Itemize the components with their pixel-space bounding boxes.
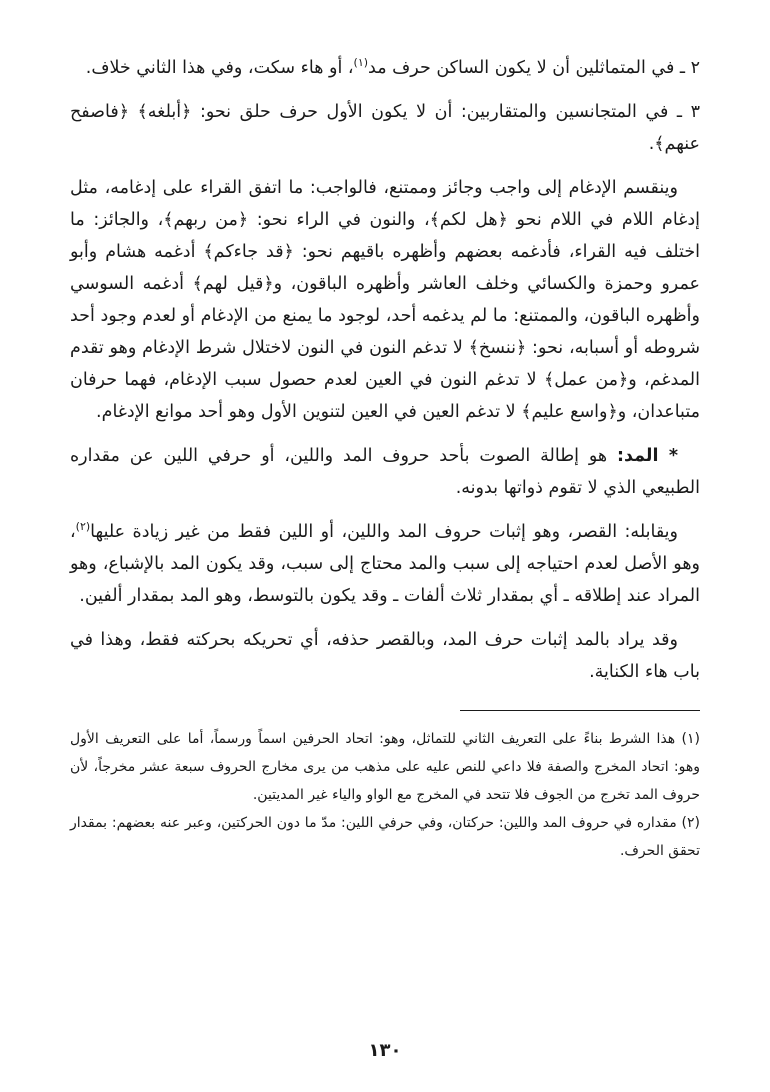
list-item-2-text: ٢ ـ في المتماثلين أن لا يكون الساكن حرف مد bbox=[368, 58, 700, 78]
qasr-text: ويقابله: القصر، وهو إثبات حروف المد واللين، أو اللين فقط من غير زيادة عليها bbox=[90, 522, 678, 542]
footnote-ref-1[interactable]: (١) bbox=[353, 56, 369, 70]
list-item-2 bbox=[70, 52, 700, 84]
madd-definition-text: هو إطالة الصوت بأحد حروف المد واللين، أو حرفي اللين عن مقداره الطبيعي الذي لا تقوم ذواتها بدونه. bbox=[70, 446, 700, 498]
page-number: ١٣٠ bbox=[368, 1040, 402, 1061]
footnote-ref-2[interactable]: (٢) bbox=[75, 520, 91, 534]
qasr-paragraph bbox=[70, 516, 700, 612]
idgham-division-paragraph: وينقسم الإدغام إلى واجب وجائز وممتنع، فالواجب: ما اتفق القراء على إدغامه، مثل إدغام اللام في اللام نحو ﴿هل لكم﴾، والنون في الراء نحو: ﴿من ربهم﴾، والجائز: ما اختلف فيه القراء، فأدغمه بعضهم وأظهره باقيهم نحو: ﴿قد جاءكم﴾ أدغمه هشام وأبو عمرو وحمزة والكسائي وخلف العاشر وأظهره الباقون، و﴿قيل لهم﴾ أدغمه السوسي وأظهره الباقون، والممتنع: ما لم يدغمه أحد، لوجود ما يمنع من الإدغام أو لعدم وجود أحد شروطه أو أسبابه، نحو: ﴿ننسخ﴾ لا تدغم النون في النون لاختلال شرط الإدغام وهو تقدم المدغم، و﴿من عمل﴾ لا تدغم النون في العين لعدم حصول سبب الإدغام، فهما حرفان متباعدان، و﴿واسع عليم﴾ لا تدغم العين في العين لتنوين الأول وهو أحد موانع الإدغام. bbox=[70, 178, 700, 422]
footnote-2: (٢) مقداره في حروف المد واللين: حركتان، وفي حرفي اللين: مدّ ما دون الحركتين، وعبر عنه بعضهم: بمقدار تحقق الحرف. bbox=[70, 815, 700, 859]
list-item-2-text-end: ، أو هاء سكت، وفي هذا الثاني خلاف. bbox=[85, 58, 354, 78]
footnote-1: (١) هذا الشرط بناءً على التعريف الثاني للتماثل، وهو: اتحاد الحرفين اسماً ورسماً، أما على التعريف الأول وهو: اتحاد المخرج والصفة فلا داعي للنص عليه على مذهب من يرى مخارج الحروف سبعة عشر مخرجاً، لأن حروف المد تخرج من الجوف فلا تتحد في المخرج مع الواو والياء غير المديتين. bbox=[70, 731, 700, 803]
footnote-divider bbox=[460, 710, 700, 711]
list-item-3: ٣ ـ في المتجانسين والمتقاربين: أن لا يكون الأول حرف حلق نحو: ﴿أبلغه﴾ ﴿فاصفح عنهم﴾. bbox=[70, 102, 700, 154]
madd-term: * المد: bbox=[617, 446, 679, 466]
qasr-text-end: ، وهو الأصل لعدم احتياجه إلى سبب والمد محتاج إلى سبب، وقد يكون المد بالإشباع، وهو المراد عند إطلاقه ـ أي بمقدار ثلاث ألفات ـ وقد يكون بالتوسط، وهو المد بمقدار ألفين. bbox=[70, 522, 700, 606]
page-body bbox=[70, 52, 700, 865]
madd-definition bbox=[70, 440, 700, 504]
final-paragraph: وقد يراد بالمد إثبات حرف المد، وبالقصر حذفه، أي تحريكه بحركته فقط، وهذا في باب هاء الكناية. bbox=[70, 630, 700, 682]
